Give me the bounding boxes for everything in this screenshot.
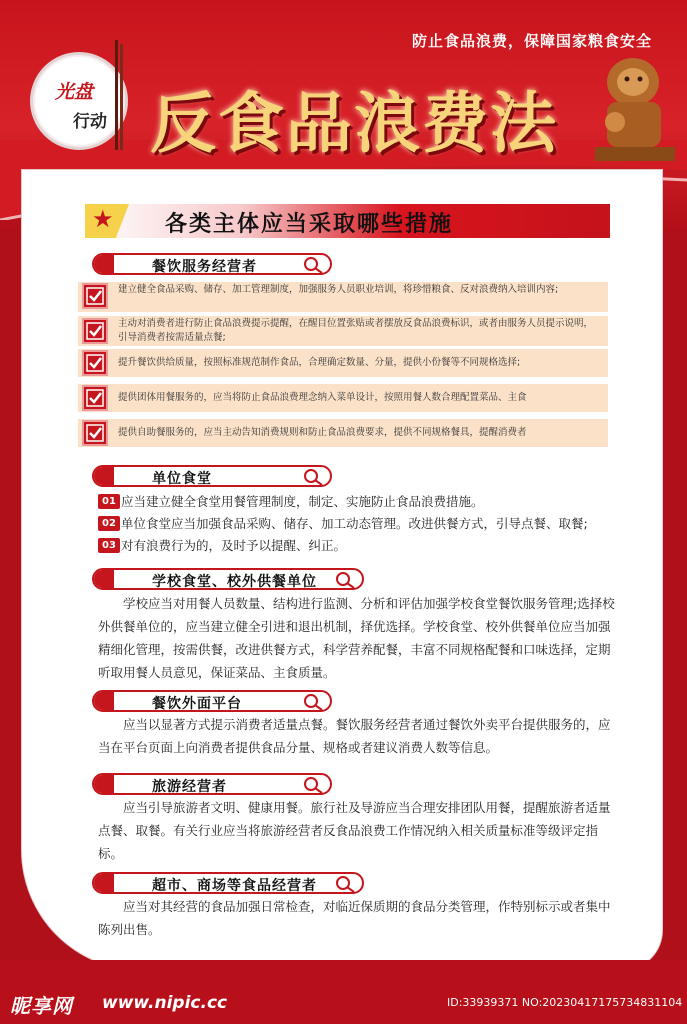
stone-lion-icon: [585, 52, 680, 167]
catering-item-text: 建立健全食品采购、储存、加工管理制度，加强服务人员职业培训，将珍惜粮食、反对浪费纳入培训内容;: [118, 284, 559, 295]
number-badge: 01: [98, 494, 120, 509]
badge-line1: 光盘: [55, 81, 94, 103]
tourism-label: 旅游经营者: [152, 779, 227, 795]
canteen-label: 单位食堂: [152, 471, 212, 487]
magnifier-icon: [334, 875, 356, 893]
checkbox-icon: [82, 350, 108, 376]
magnifier-icon: [302, 256, 324, 274]
canteen-item-text: 对有浪费行为的，及时予以提醒、纠正。: [121, 538, 347, 553]
market-header: [92, 872, 364, 894]
delivery-header: [92, 690, 332, 712]
magnifier-icon: [302, 776, 324, 794]
delivery-text: 应当以显著方式提示消费者适量点餐。餐饮服务经营者通过餐饮外卖平台提供服务的，应当在平台页面上向消费者提供食品分量、规格或者建议消费人数等信息。: [98, 717, 611, 755]
catering-item: [78, 384, 608, 412]
canteen-header: [92, 465, 332, 487]
footer-background: [0, 960, 687, 1024]
magnifier-icon: [302, 468, 324, 486]
catering-label: 餐饮服务经营者: [152, 259, 257, 275]
number-badge: 02: [98, 516, 120, 531]
catering-item-text: 提供自助餐服务的，应当主动告知消费规则和防止食品浪费要求，提供不同规格餐具，提醒消费者: [118, 427, 527, 438]
market-text: 应当对其经营的食品加强日常检查，对临近保质期的食品分类管理，作特别标示或者集中陈列出售。: [98, 899, 611, 937]
market-label: 超市、商场等食品经营者: [152, 878, 317, 894]
page-title: 反食品浪费法: [150, 85, 558, 162]
catering-header: [92, 253, 332, 275]
tourism-header: [92, 773, 332, 795]
magnifier-icon: [302, 693, 324, 711]
number-badge: 03: [98, 538, 120, 553]
checkbox-icon: [82, 283, 108, 309]
catering-item: [78, 419, 608, 447]
footer-url[interactable]: www.nipic.cc: [102, 993, 228, 1013]
catering-item-text: 提供团体用餐服务的，应当将防止食品浪费理念纳入菜单设计，按照用餐人数合理配置菜品、主食: [118, 392, 527, 403]
section-title: 各类主体应当采取哪些措施: [165, 212, 454, 237]
tourism-text: 应当引导旅游者文明、健康用餐。旅行社及导游应当合理安排团队用餐，提醒旅游者适量点餐、取餐。有关行业应当将旅游经营者反食品浪费工作情况纳入相关质量标准等级评定指标。: [98, 800, 611, 861]
school-text: 学校应当对用餐人员数量、结构进行监测、分析和评估加强学校食堂餐饮服务管理;选择校外供餐单位的，应当建立健全引进和退出机制，择优选择。学校食堂、校外供餐单位应当加强精细化管理，按需供餐，改进供餐方式，科学营养配餐，丰富不同规格配餐和口味选择，定期听取用餐人员意见，保证菜品、主食质量。: [98, 596, 615, 680]
canteen-item-text: 应当建立健全食堂用餐管理制度，制定、实施防止食品浪费措施。: [121, 494, 484, 509]
catering-item: [78, 349, 608, 377]
pill-dot: [94, 874, 114, 892]
delivery-label: 餐饮外面平台: [152, 696, 242, 712]
canteen-item-text: 单位食堂应当加强食品采购、储存、加工动态管理。改进供餐方式，引导点餐、取餐;: [121, 516, 588, 531]
catering-item-text: 提升餐饮供给质量，按照标准规范制作食品，合理确定数量、分量，提供小份餐等不同规格选择;: [118, 357, 521, 368]
checkbox-icon: [82, 420, 108, 446]
pill-dot: [94, 255, 114, 273]
footer-id: ID:33939371 NO:20230417175734831104: [447, 996, 683, 1009]
pill-dot: [94, 775, 114, 793]
slogan: 防止食品浪费，保障国家粮食安全: [412, 32, 653, 50]
checkbox-icon: [82, 318, 108, 344]
star-icon: ★: [92, 205, 114, 233]
catering-item: [78, 316, 608, 346]
pill-dot: [94, 570, 114, 588]
catering-item-text: 主动对消费者进行防止食品浪费提示提醒，在醒目位置张贴或者摆放反食品浪费标识，或者由服务人员提示说明，引导消费者按需适量点餐;: [118, 318, 594, 343]
pill-dot: [94, 692, 114, 710]
chopsticks-icon: [114, 40, 124, 150]
footer-logo: 昵享网: [10, 994, 73, 1018]
badge-line2: 行动: [73, 112, 107, 132]
pill-dot: [94, 467, 114, 485]
magnifier-icon: [334, 571, 356, 589]
catering-item: [78, 282, 608, 312]
checkbox-icon: [82, 385, 108, 411]
school-label: 学校食堂、校外供餐单位: [152, 574, 317, 590]
school-header: [92, 568, 364, 590]
